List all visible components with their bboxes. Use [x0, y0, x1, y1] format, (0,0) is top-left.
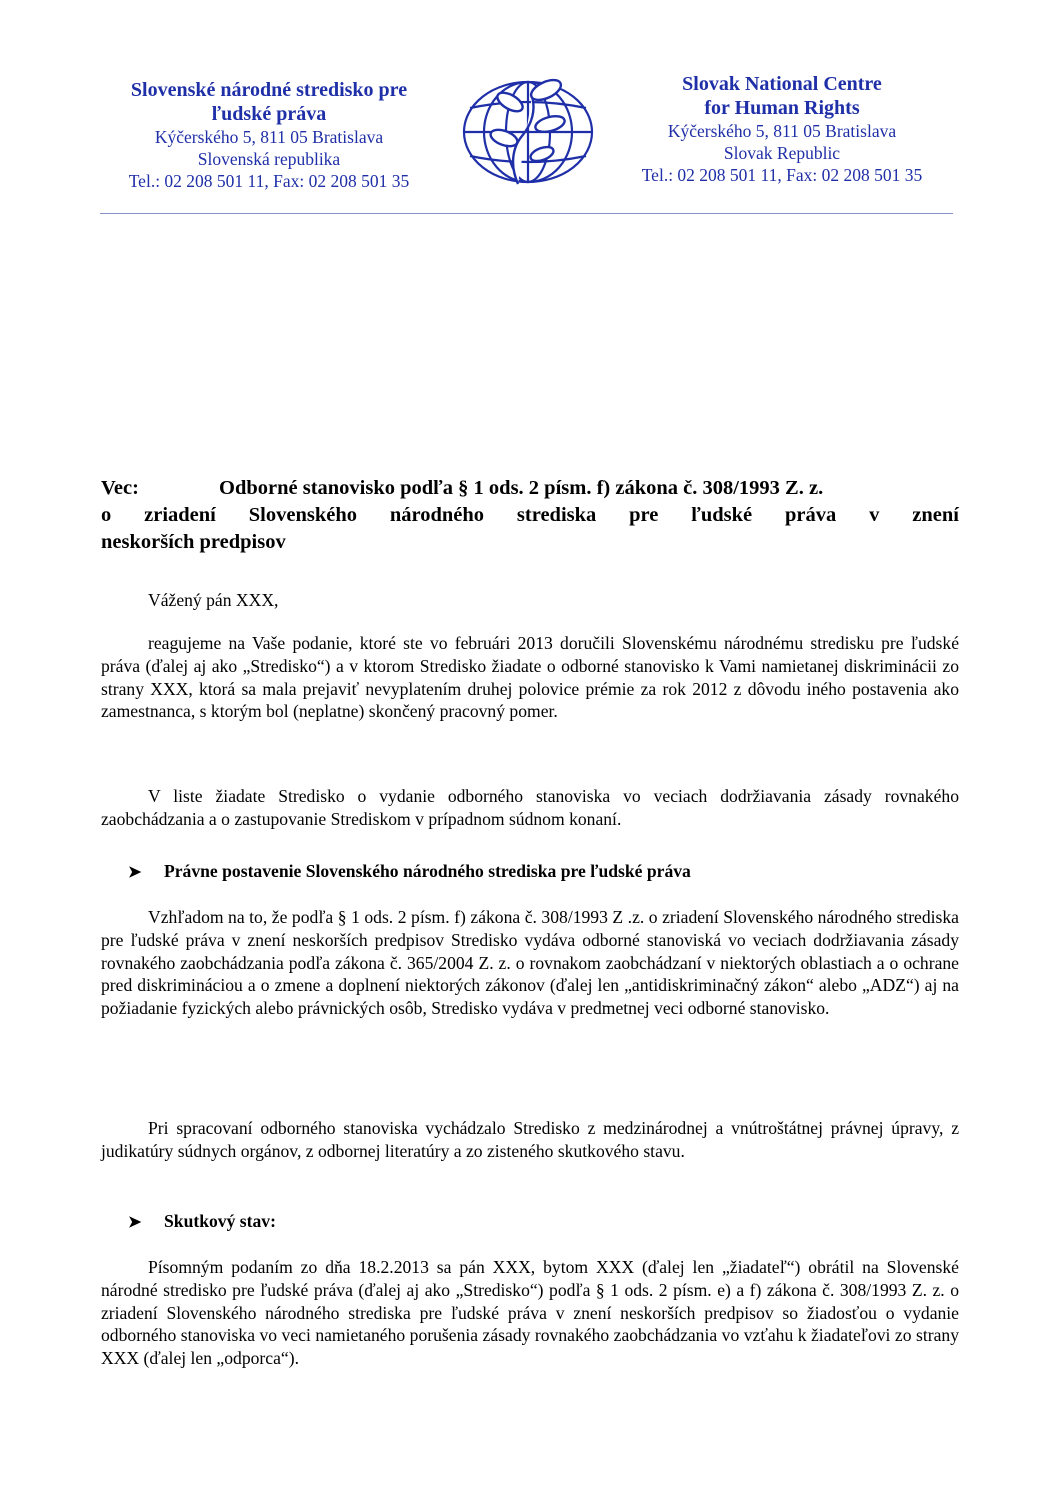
letterhead-right: [602, 72, 962, 186]
section-heading-facts: [128, 1211, 276, 1232]
letterhead-left: [84, 78, 454, 192]
country-en: Slovak Republic: [723, 143, 841, 163]
org-name-en-line2: for Human Rights: [704, 97, 860, 119]
section-heading-legal-status: [128, 861, 691, 882]
paragraph-facts: Písomným podaním zo dňa 18.2.2013 sa pán XXX, bytom XXX (ďalej len „žiadateľ“) obrátil na Slovenské národné stredisko pre ľudské práva (ďalej aj ako „Stredisko“) podľa § 1 ods. 2 písm. e) a f) zákona č. 308/1993 Z. z. o zriadení Slovenského národného strediska pre ľudské práva v znení neskorších predpisov so žiadosťou o vydanie odborného stanoviska vo veci namietaného porušenia zásady rovnakého zaobchádzania vo vzťahu k žiadateľovi zo strany XXX (ďalej len „odporca“).: [101, 1257, 959, 1369]
org-name-sk-line1: Slovenské národné stredisko pre: [130, 79, 408, 101]
subject-line1: Odborné stanovisko podľa § 1 ods. 2 písm. f) zákona č. 308/1993 Z. z.: [219, 477, 824, 499]
paragraph-legal-basis: Vzhľadom na to, že podľa § 1 ods. 2 písm. f) zákona č. 308/1993 Z .z. o zriadení Slovenského národného strediska pre ľudské práva v znení neskorších predpisov Stredisko vydáva odborné stanoviská vo veciach dodržiavania zásady rovnakého zaobchádzania podľa zákona č. 365/2004 Z. z. o rovnakom zaobchádzaní v niektorých oblastiach a o ochrane pred diskrimináciou a o zmene a doplnení niektorých zákonov (ďalej len „antidiskriminačný zákon“ alebo „ADZ“) aj na požiadanie fyzických alebo právnických osôb, Stredisko vydáva v predmetnej veci odborné stanovisko.: [101, 907, 959, 1019]
contact-sk: Tel.: 02 208 501 11, Fax: 02 208 501 35: [128, 171, 410, 191]
salutation: Vážený pán XXX,: [148, 590, 279, 610]
arrowhead-bullet-icon: ➤: [128, 1213, 142, 1231]
subject-line3: neskorších predpisov: [101, 531, 286, 553]
paragraph-intro: reagujeme na Vaše podanie, ktoré ste vo februári 2013 doručili Slovenskému národnému stredisku pre ľudské práva (ďalej aj ako „Stredisko“) a v ktorom Stredisko žiadate o odborné stanovisko k Vami namietanej diskriminácii zo strany XXX, ktorá sa mala prejaviť nevyplatením druhej polovice prémie za rok 2012 z dôvodu iného postavenia ako zamestnanca, s ktorým bol (neplatne) skončený pracovný pomer.: [101, 633, 959, 722]
globe-with-plant-logo-icon: [458, 66, 598, 194]
address-en: Kýčerského 5, 811 05 Bratislava: [667, 121, 897, 141]
letterhead-divider: [100, 213, 953, 214]
section-heading-label: Skutkový stav:: [164, 1211, 276, 1231]
org-name-en-line1: Slovak National Centre: [682, 73, 882, 95]
org-name-sk-line2: ľudské práva: [211, 103, 327, 125]
country-sk: Slovenská republika: [197, 149, 341, 169]
section-heading-label: Právne postavenie Slovenského národného strediska pre ľudské práva: [164, 861, 691, 881]
paragraph-sources: Pri spracovaní odborného stanoviska vychádzalo Stredisko z medzinárodnej a vnútroštátnej právnej úpravy, z judikatúry súdnych orgánov, z odbornej literatúry a zo zisteného skutkového stavu.: [101, 1118, 959, 1161]
subject-line2: o zriadení Slovenského národného strediska pre ľudské práva v znení: [101, 504, 959, 526]
subject-block: [101, 475, 959, 556]
subject-label: Vec:: [101, 477, 139, 499]
contact-en: Tel.: 02 208 501 11, Fax: 02 208 501 35: [641, 165, 923, 185]
arrowhead-bullet-icon: ➤: [128, 863, 142, 881]
paragraph-request: V liste žiadate Stredisko o vydanie odborného stanoviska vo veciach dodržiavania zásady rovnakého zaobchádzania a o zastupovanie Strediskom v prípadnom súdnom konaní.: [101, 786, 959, 829]
address-sk: Kýčerského 5, 811 05 Bratislava: [154, 127, 384, 147]
